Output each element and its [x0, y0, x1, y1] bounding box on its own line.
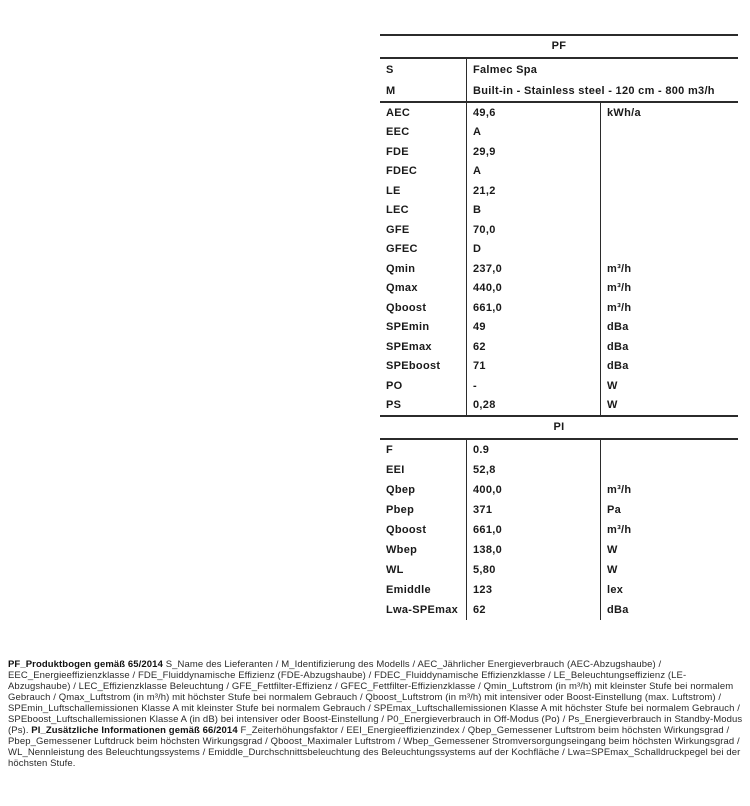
- table-row: [380, 162, 738, 182]
- param-value: 661,0: [466, 298, 600, 318]
- param-key: Qmin: [386, 262, 416, 275]
- param-unit: [600, 240, 738, 260]
- pf-legend-heading: PF_Produktbogen gemäß 65/2014: [8, 658, 163, 670]
- param-key: EEC: [386, 126, 410, 139]
- param-key: Qmax: [386, 282, 418, 295]
- param-key: M: [386, 84, 396, 97]
- table-row: [380, 279, 738, 299]
- param-key: S: [386, 63, 394, 76]
- param-key: SPEboost: [386, 360, 441, 373]
- param-key: GFEC: [386, 243, 418, 256]
- param-value: Built-in - Stainless steel - 120 cm - 800 m3/h: [466, 80, 738, 101]
- param-key: PS: [386, 399, 402, 412]
- pi-legend-text: F_Zeiterhöhungsfaktor / EEI_Energieeffizienzindex / Qbep_Gemessener Luftstrom beim höchsten Wirkungsgrad / Pbep_Gemessener Luftdruck beim höchsten Wirkungsgrad / Qboost_Maximaler Luftstrom / Wbep_Gemessener Stromversorgungseingang beim höchsten Wirkungsgrad / WL_Nennleistung des Beleuchtungssystems / Emiddle_Durchschnittsbeleuchtung des Beleuchtungssystems auf der Kochfläche / Lwa=SPEmax_Schalldruckpegel bei der höchsten Stufe.: [8, 724, 741, 769]
- param-key: Emiddle: [386, 584, 431, 596]
- param-value: 400,0: [466, 480, 600, 500]
- table-row: [380, 337, 738, 357]
- table-row: [380, 201, 738, 221]
- product-data-table: [380, 34, 738, 620]
- pf-values-group: [380, 103, 738, 417]
- param-unit: dBa: [600, 357, 738, 377]
- pi-section-header: PI: [380, 417, 738, 440]
- table-row: [380, 220, 738, 240]
- param-unit: [600, 162, 738, 182]
- legend-paragraph: [8, 659, 743, 769]
- table-row: [380, 396, 738, 416]
- param-key: GFE: [386, 223, 410, 236]
- param-value: 371: [466, 500, 600, 520]
- param-key: SPEmax: [386, 340, 432, 353]
- param-key: WL: [386, 564, 404, 576]
- table-row: [380, 240, 738, 260]
- pf-section-header: PF: [380, 36, 738, 59]
- param-value: 62: [466, 600, 600, 620]
- param-unit: m³/h: [600, 298, 738, 318]
- table-row: [380, 80, 738, 101]
- table-row: [380, 318, 738, 338]
- param-unit: lex: [600, 580, 738, 600]
- param-unit: [600, 142, 738, 162]
- param-value: 0,28: [466, 396, 600, 416]
- param-key: FDE: [386, 145, 409, 158]
- param-unit: dBa: [600, 600, 738, 620]
- param-key: LE: [386, 184, 401, 197]
- param-value: 49,6: [466, 103, 600, 123]
- param-value: 71: [466, 357, 600, 377]
- param-key: Qbep: [386, 484, 416, 496]
- param-key: Pbep: [386, 504, 415, 516]
- param-key: LEC: [386, 204, 409, 217]
- param-value: 123: [466, 580, 600, 600]
- pf-info-group: [380, 59, 738, 103]
- table-row: [380, 59, 738, 80]
- param-unit: dBa: [600, 318, 738, 338]
- param-key: F: [386, 444, 394, 456]
- param-key: FDEC: [386, 165, 418, 178]
- param-unit: kWh/a: [600, 103, 738, 123]
- param-value: D: [466, 240, 600, 260]
- param-key: Lwa-SPEmax: [386, 604, 459, 616]
- table-row: [380, 480, 738, 500]
- param-value: 70,0: [466, 220, 600, 240]
- param-unit: m³/h: [600, 259, 738, 279]
- param-key: AEC: [386, 106, 411, 119]
- param-unit: [600, 123, 738, 143]
- param-key: Qboost: [386, 524, 427, 536]
- param-key: Qboost: [386, 301, 427, 314]
- param-unit: Pa: [600, 500, 738, 520]
- param-value: 49: [466, 318, 600, 338]
- table-row: [380, 460, 738, 480]
- param-unit: [600, 201, 738, 221]
- param-unit: m³/h: [600, 520, 738, 540]
- param-key: PO: [386, 379, 403, 392]
- param-unit: [600, 440, 738, 460]
- param-unit: W: [600, 540, 738, 560]
- pf-legend-text: S_Name des Lieferanten / M_Identifizierung des Modells / AEC_Jährlicher Energieverbrauch (AEC-Abzugshaube) / EEC_Energieeffizienzklasse / FDE_Fluiddynamische Effizienz (FDE-Abzugshaube) / FDEC_Fluiddynamische Effizienzklasse / LE_Beleuchtungseffizienz (LE-Abzugshaube) / LEC_Effizienzklasse Beleuchtung / GFE_Fettfilter-Effizienz / GFEC_Fettfilter-Effizienzklasse / Qmin_Luftstrom (in m³/h) mit kleinster Stufe bei normalem Gebrauch / Qmax_Luftstrom (in m³/h) mit höchster Stufe bei normalem Gebrauch / Qboost_Luftstrom (in m³/h) mit intensiver oder Boost-Einstellung (max. Luftstrom) / SPEmin_Luftschallemissionen Klasse A mit kleinster Stufe bei normalem Gebrauch / SPEmax_Luftschallemissionen Klasse A mit höchster Stufe bei normalem Gebrauch / SPEboost_Luftschallemissionen Klasse A (in dB) bei intensiver oder Boost-Einstellung / P0_Energieverbrauch in Off-Modus (Po) / Ps_Energieverbrauch in Standby-Modus (Ps).: [8, 658, 743, 736]
- table-row: [380, 357, 738, 377]
- table-row: [380, 580, 738, 600]
- param-value: 0.9: [466, 440, 600, 460]
- param-unit: W: [600, 376, 738, 396]
- table-row: [380, 103, 738, 123]
- pi-values-group: [380, 440, 738, 620]
- param-unit: W: [600, 560, 738, 580]
- param-value: A: [466, 162, 600, 182]
- table-row: [380, 123, 738, 143]
- param-value: 29,9: [466, 142, 600, 162]
- table-row: [380, 142, 738, 162]
- table-row: [380, 560, 738, 580]
- param-value: 138,0: [466, 540, 600, 560]
- param-value: 237,0: [466, 259, 600, 279]
- param-unit: [600, 460, 738, 480]
- table-row: [380, 259, 738, 279]
- param-key: EEI: [386, 464, 405, 476]
- table-row: [380, 500, 738, 520]
- param-unit: [600, 181, 738, 201]
- table-row: [380, 181, 738, 201]
- param-value: B: [466, 201, 600, 221]
- param-unit: W: [600, 396, 738, 416]
- param-value: -: [466, 376, 600, 396]
- param-key: Wbep: [386, 544, 418, 556]
- param-value: A: [466, 123, 600, 143]
- table-row: [380, 376, 738, 396]
- table-row: [380, 298, 738, 318]
- table-row: [380, 600, 738, 620]
- param-unit: dBa: [600, 337, 738, 357]
- param-value: 62: [466, 337, 600, 357]
- param-unit: m³/h: [600, 279, 738, 299]
- param-value: 440,0: [466, 279, 600, 299]
- table-row: [380, 440, 738, 460]
- table-row: [380, 540, 738, 560]
- param-value: 21,2: [466, 181, 600, 201]
- table-row: [380, 520, 738, 540]
- param-value: 5,80: [466, 560, 600, 580]
- param-value: 661,0: [466, 520, 600, 540]
- param-unit: [600, 220, 738, 240]
- param-value: Falmec Spa: [466, 59, 738, 80]
- param-key: SPEmin: [386, 321, 430, 334]
- param-unit: m³/h: [600, 480, 738, 500]
- pi-legend-heading: PI_Zusätzliche Informationen gemäß 66/2014: [31, 724, 238, 736]
- param-value: 52,8: [466, 460, 600, 480]
